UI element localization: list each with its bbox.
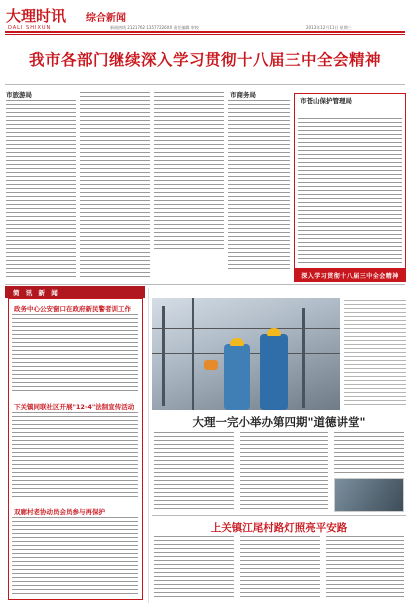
briefs-bar [5,286,145,298]
masthead-logo-sub: DALI SHIXUN [8,25,52,31]
col-head-commerce: 市商务局 [230,91,256,99]
col-head-cangshan: 市苍山保护管理局 [300,97,352,105]
col-3-text [154,92,224,252]
bottom-text-1 [154,536,234,600]
feature-text-3 [334,432,404,474]
brief-head-2: 下关镇同联社区开展"12·4"法制宣传活动 [14,403,135,411]
col-1-text [6,100,76,280]
masthead-meta: 新闻热线 2121762 13577226XX 责任编辑 审校 [110,25,199,30]
feature-text-1 [154,432,234,512]
side-box-text [298,118,402,264]
col-head-tourism: 市旅游局 [6,91,32,99]
masthead-date: 2013年12月11日 星期三 [306,25,352,30]
bottom-text-2 [240,536,320,600]
masthead-rule [5,31,405,33]
brief-head-1: 政务中心公安窗口在政府新民警者训工作 [14,305,131,313]
feature-text-2 [240,432,328,512]
section-title: 综合新闻 [86,13,126,24]
news-photo [152,298,340,410]
side-banner: 深入学习贯彻十八届三中全会精神 [294,268,406,282]
main-headline: 我市各部门继续深入学习贯彻十八届三中全会精神 [28,51,381,69]
masthead-rule-thin [5,34,405,35]
col-2-text [80,92,150,280]
brief-text-2 [12,412,138,500]
section-rule [5,284,405,285]
column-divider [148,288,149,603]
briefs-bar-label: 简 讯 新 闻 [13,288,60,297]
photo-caption [344,300,406,405]
headline-rule [5,84,405,85]
bottom-headline: 上关镇江尾村路灯照亮平安路 [210,522,348,534]
col-1 [6,90,76,99]
brief-text-3 [12,517,138,595]
brief-head-3: 双廊村老协动员会员参与再保护 [14,508,105,516]
bottom-rule [152,515,406,516]
masthead-logo: 大理时讯 [6,6,67,25]
col-4-text [228,100,290,270]
feature-headline: 大理一完小举办第四期"道德讲堂" [192,415,366,429]
bottom-text-3 [326,536,404,600]
brief-text-1 [12,314,138,394]
feature-inset-image [334,478,404,512]
